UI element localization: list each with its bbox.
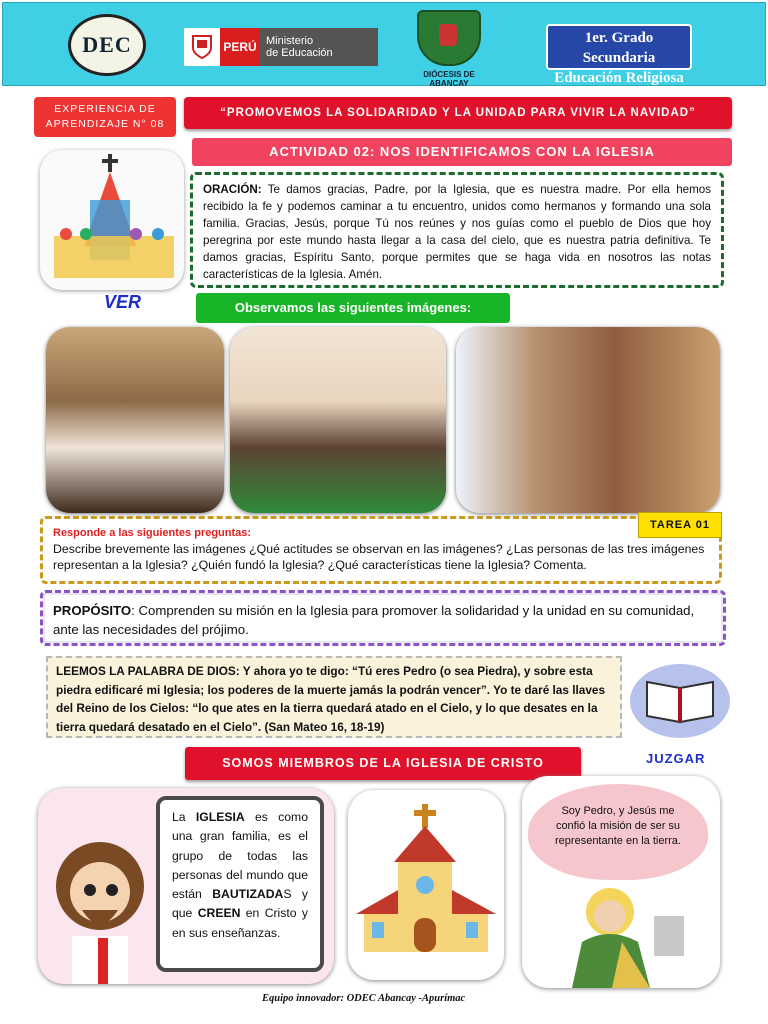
actividad-title: ACTIVIDAD 02: NOS IDENTIFICAMOS CON LA IGLESIA bbox=[192, 138, 732, 166]
iglesia-definition: La IGLESIA es como una gran familia, es el grupo de todas las personas del mundo que están BAUTIZADAS y que CREEN en Cristo y en sus enseñanzas. bbox=[156, 796, 324, 972]
leemos-box bbox=[46, 656, 622, 738]
peru-label: PERÚ bbox=[220, 28, 260, 66]
tarea-badge: TAREA 01 bbox=[638, 512, 722, 538]
footer-credit: Equipo innovador: ODEC Abancay -Apurímac bbox=[262, 993, 466, 1004]
somos-heading: SOMOS MIEMBROS DE LA IGLESIA DE CRISTO bbox=[185, 747, 581, 780]
odec-logo: DEC bbox=[68, 14, 146, 76]
mass-photo bbox=[230, 327, 446, 513]
page-title: “PROMOVEMOS LA SOLIDARIDAD Y LA UNIDAD PARA VIVIR LA NAVIDAD” bbox=[184, 97, 732, 129]
ministry-label: Ministerio de Educación bbox=[260, 28, 378, 66]
minedu-logo bbox=[184, 28, 378, 66]
mother-teresa-photo bbox=[456, 327, 720, 513]
tarea-box bbox=[40, 516, 722, 584]
oracion-box bbox=[190, 172, 724, 288]
leemos-label: LEEMOS LA PALABRA DE DIOS: bbox=[56, 664, 240, 678]
ver-label: VER bbox=[104, 292, 142, 312]
experiencia-box: EXPERIENCIA DE APRENDIZAJE N° 08 bbox=[34, 97, 176, 137]
tarea-text: Describe brevemente las imágenes ¿Qué actitudes se observan en las imágenes? ¿Las personas de las tres imágenes representan a la Iglesia? ¿Quién fundó la Iglesia? ¿Qué características tiene la Iglesia? Comenta. bbox=[53, 542, 705, 572]
proposito-label: PROPÓSITO bbox=[53, 603, 132, 618]
proposito-text: : Comprenden su misión en la Iglesia para promover la solidaridad y la unidad en su comunidad, ante las necesidades del prójimo. bbox=[53, 603, 695, 637]
baptism-photo bbox=[46, 327, 224, 513]
bible-icon bbox=[630, 664, 730, 738]
diocesis-shield-icon bbox=[417, 10, 481, 66]
oracion-text: Te damos gracias, Padre, por la Iglesia, que es nuestra madre. Por ella hemos recibido la fe y podemos caminar a tu encuentro, unidos como hermanos y formando una sola familia. Gracias, Jesús, porque Tú nos reúnes y nos guías como el pueblo de Dios que hoy peregrina por este mundo hasta llegar a la casa del cielo, que es nuestra patria definitiva. Te damos gracias, Espíritu Santo, porque permites que se haga vida en nosotros las notas características de la Iglesia. Amén. bbox=[203, 183, 712, 281]
pedro-speech-bubble: Soy Pedro, y Jesús me confió la misión de ser su representante en la tierra. bbox=[528, 784, 708, 880]
leemos-text: Y ahora yo te digo: “Tú eres Pedro (o sea Piedra), y sobre esta piedra edificaré mi Iglesia; los poderes de la muerte jamás la podrán vencer”. Yo te daré las llaves del Reino de los Cielos: “lo que ates en la tierra quedará atado en el Cielo, y lo que desates en la tierra quedará desatado en el Cielo”. (San Mateo 16, 18-19) bbox=[56, 664, 606, 734]
oracion-label: ORACIÓN: bbox=[203, 183, 262, 196]
diocesis-logo: DIÓCESIS DE ABANCAY bbox=[410, 10, 488, 84]
tarea-heading: Responde a las siguientes preguntas: bbox=[53, 527, 252, 539]
peru-shield-icon bbox=[184, 28, 220, 66]
church-card bbox=[348, 790, 504, 980]
church-building-icon bbox=[348, 790, 504, 980]
juzgar-label: JUZGAR bbox=[646, 751, 706, 766]
people-church-image bbox=[40, 150, 184, 290]
proposito-box bbox=[40, 590, 726, 646]
grade-badge: 1er. Grado Secundaria Educación Religiosa bbox=[546, 24, 692, 70]
observamos-heading: Observamos las siguientes imágenes: bbox=[196, 293, 510, 323]
jesus-icon bbox=[38, 788, 168, 984]
